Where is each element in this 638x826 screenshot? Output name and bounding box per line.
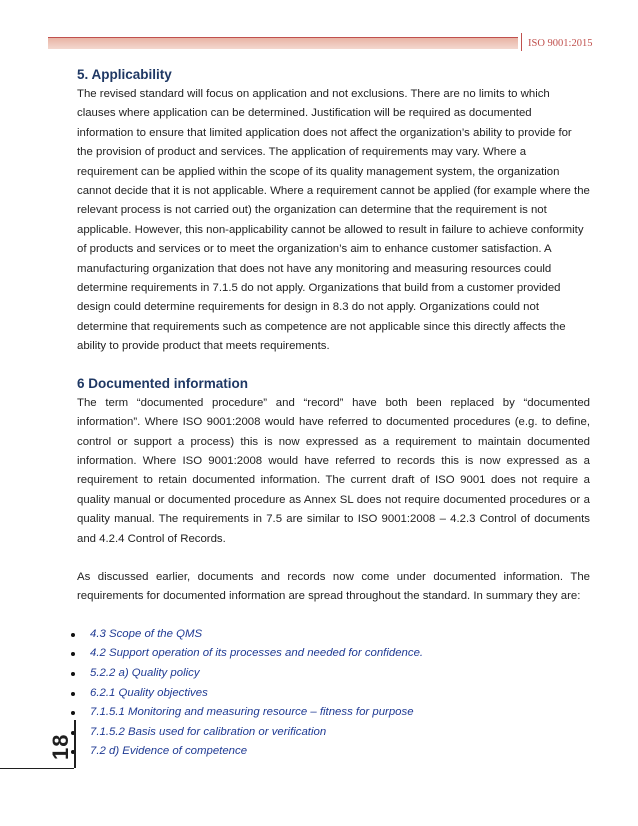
bullet-item	[77, 684, 590, 704]
bullet-item	[77, 664, 590, 684]
page-content	[77, 64, 590, 762]
bullet-item	[77, 644, 590, 664]
bullet-dot-icon	[71, 652, 75, 656]
bullet-item	[77, 742, 590, 762]
footer-rule	[0, 768, 74, 769]
bullet-item	[77, 703, 590, 723]
bullet-dot-icon	[71, 711, 75, 715]
bullet-item	[77, 723, 590, 743]
header-decorative-bar	[48, 37, 518, 49]
paragraph-documented-information-2: As discussed earlier, documents and records now come under documented information. The requirements for documented information are spread throughout the standard. In summary they are:	[77, 570, 590, 603]
bullet-dot-icon	[71, 692, 75, 696]
bullet-item	[77, 625, 590, 645]
requirements-bullet-list	[77, 625, 590, 762]
bullet-text: 4.3 Scope of the QMS	[90, 627, 203, 640]
heading-documented-information: 6 Documented information	[77, 375, 249, 391]
heading-applicability: 5. Applicability	[77, 67, 172, 82]
page-number: 18	[48, 733, 73, 760]
page-number-block	[44, 720, 74, 768]
bullet-text: 4.2 Support operation of its processes and needed for confidence.	[90, 647, 424, 660]
bullet-dot-icon	[71, 672, 75, 676]
bullet-dot-icon	[71, 633, 75, 637]
header-title: ISO 9001:2015	[528, 38, 593, 49]
bullet-text: 7.2 d) Evidence of competence	[90, 745, 248, 758]
bullet-text: 7.1.5.2 Basis used for calibration or verification	[90, 725, 327, 738]
paragraph-applicability: The revised standard will focus on application and not exclusions. There are no limits to which clauses where application can be determined. Justification will be required as documented information to ensure that limited application does not affect the organization’s ability to provide for the provision of product and services. The application of requirements may vary. Where a requirement can be applied within the scope of its quality management system, the organization cannot decide that it is not applicable. Where a requirement cannot be applied (for example where the relevant process is not carried out) the organization can determine that the requirement is not applicable. However, this non-applicability cannot be allowed to result in failure to achieve conformity of products and services or to meet the organization’s aim to enhance customer satisfaction. A manufacturing organization that does not have any monitoring and measuring resources could determine requirements in 7.1.5 do not apply. Organizations that build from a customer provided design could determine requirements for design in 8.3 do not apply. Organizations could not determine that requirements such as competence are not applicable since this directly affects the ability to provide product that meets requirements.	[77, 88, 590, 353]
header-divider	[521, 33, 522, 51]
page-number-rule	[74, 720, 76, 768]
bullet-text: 7.1.5.1 Monitoring and measuring resource – fitness for purpose	[90, 706, 414, 719]
bullet-text: 6.2.1 Quality objectives	[90, 686, 208, 699]
paragraph-documented-information-1: The term “documented procedure” and “record” have both been replaced by “documented information”. Where ISO 9001:2008 would have referred to documented procedures (e.g. to define, control or support a process) this is now expressed as a requirement to maintain documented information. Where ISO 9001:2008 would have referred to records this is now expressed as a requirement to retain documented information. The current draft of ISO 9001 does not require a quality manual or documented procedure as Annex SL does not require documented procedures or a quality manual. The requirements in 7.5 are similar to ISO 9001:2008 – 4.2.3 Control of documents and 4.2.4 Control of Records.	[77, 396, 590, 545]
bullet-text: 5.2.2 a) Quality policy	[90, 666, 200, 679]
